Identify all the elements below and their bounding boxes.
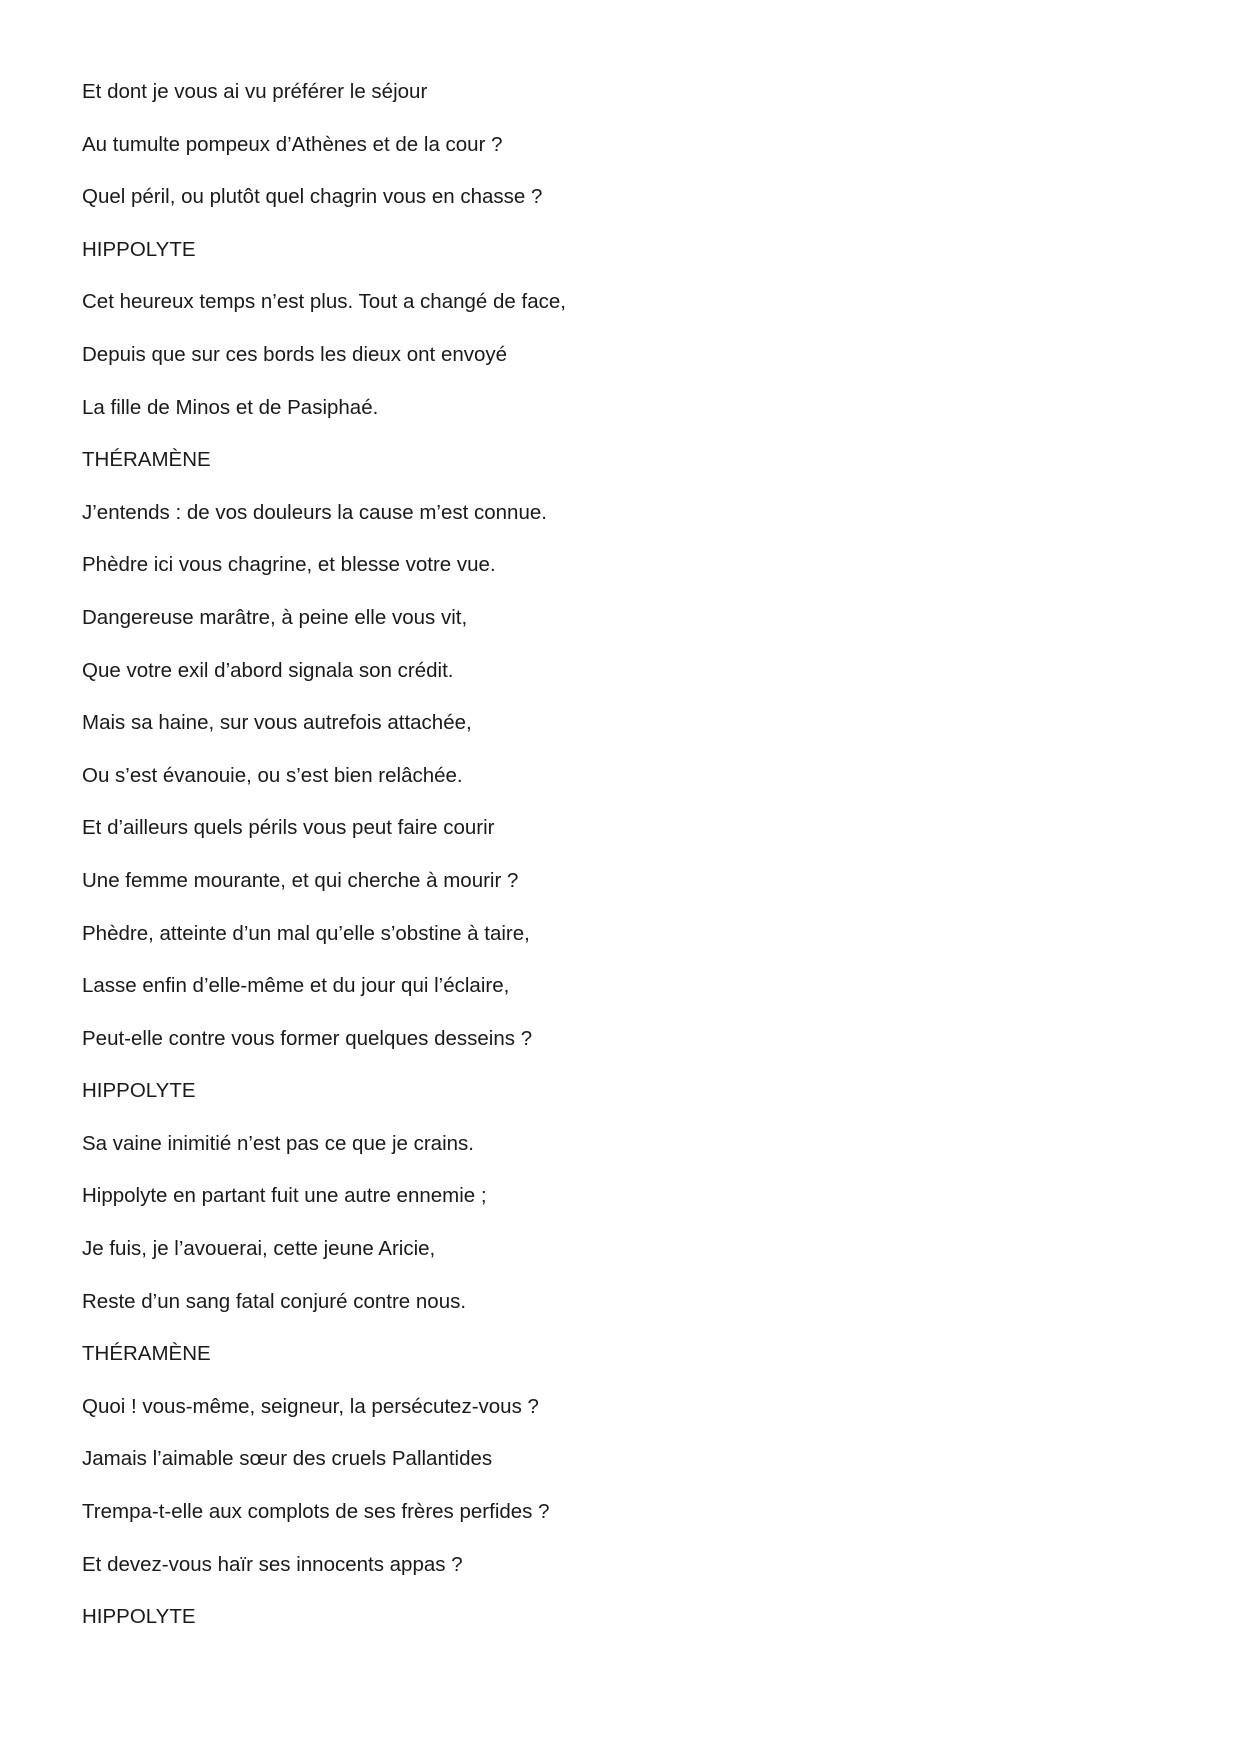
text-line: Reste d’un sang fatal conjuré contre nous. bbox=[82, 1289, 467, 1313]
speaker-name: HIPPOLYTE bbox=[82, 1079, 196, 1103]
text-lines bbox=[82, 80, 566, 1658]
text-line: Une femme mourante, et qui cherche à mourir ? bbox=[82, 868, 519, 892]
text-line: Que votre exil d’abord signala son crédit. bbox=[82, 658, 454, 682]
text-line: Je fuis, je l’avouerai, cette jeune Aricie, bbox=[82, 1237, 436, 1261]
text-line: Peut-elle contre vous former quelques desseins ? bbox=[82, 1026, 533, 1050]
text-line: Trempa-t-elle aux complots de ses frères perfides ? bbox=[82, 1500, 550, 1524]
speaker-name: HIPPOLYTE bbox=[82, 237, 196, 261]
text-line: Phèdre, atteinte d’un mal qu’elle s’obstine à taire, bbox=[82, 921, 530, 945]
text-line: Et dont je vous ai vu préférer le séjour bbox=[82, 80, 428, 103]
text-line: Quoi ! vous-même, seigneur, la persécutez-vous ? bbox=[82, 1394, 539, 1418]
text-line: Depuis que sur ces bords les dieux ont envoyé bbox=[82, 342, 508, 366]
speaker-name: THÉRAMÈNE bbox=[82, 448, 211, 472]
text-line: Dangereuse marâtre, à peine elle vous vit, bbox=[82, 605, 468, 629]
text-line: Hippolyte en partant fuit une autre ennemie ; bbox=[82, 1184, 487, 1208]
text-line: Et devez-vous haïr ses innocents appas ? bbox=[82, 1552, 463, 1576]
text-line: Et d’ailleurs quels périls vous peut faire courir bbox=[82, 816, 495, 840]
text-line: Ou s’est évanouie, ou s’est bien relâchée. bbox=[82, 763, 463, 787]
text-line: La fille de Minos et de Pasiphaé. bbox=[82, 395, 379, 419]
speaker-name: HIPPOLYTE bbox=[82, 1605, 196, 1629]
text-line: Quel péril, ou plutôt quel chagrin vous en chasse ? bbox=[82, 185, 543, 209]
text-line: Phèdre ici vous chagrine, et blesse votre vue. bbox=[82, 553, 496, 577]
speaker-name: THÉRAMÈNE bbox=[82, 1342, 211, 1366]
text-line: Lasse enfin d’elle-même et du jour qui l’éclaire, bbox=[82, 974, 510, 998]
text-line: Sa vaine inimitié n’est pas ce que je crains. bbox=[82, 1131, 474, 1155]
text-line: J’entends : de vos douleurs la cause m’est connue. bbox=[82, 500, 547, 524]
text-line: Jamais l’aimable sœur des cruels Pallantides bbox=[82, 1447, 493, 1471]
text-line: Mais sa haine, sur vous autrefois attachée, bbox=[82, 711, 472, 735]
text-line: Cet heureux temps n’est plus. Tout a changé de face, bbox=[82, 290, 566, 314]
text-line: Au tumulte pompeux d’Athènes et de la cour ? bbox=[82, 132, 503, 156]
